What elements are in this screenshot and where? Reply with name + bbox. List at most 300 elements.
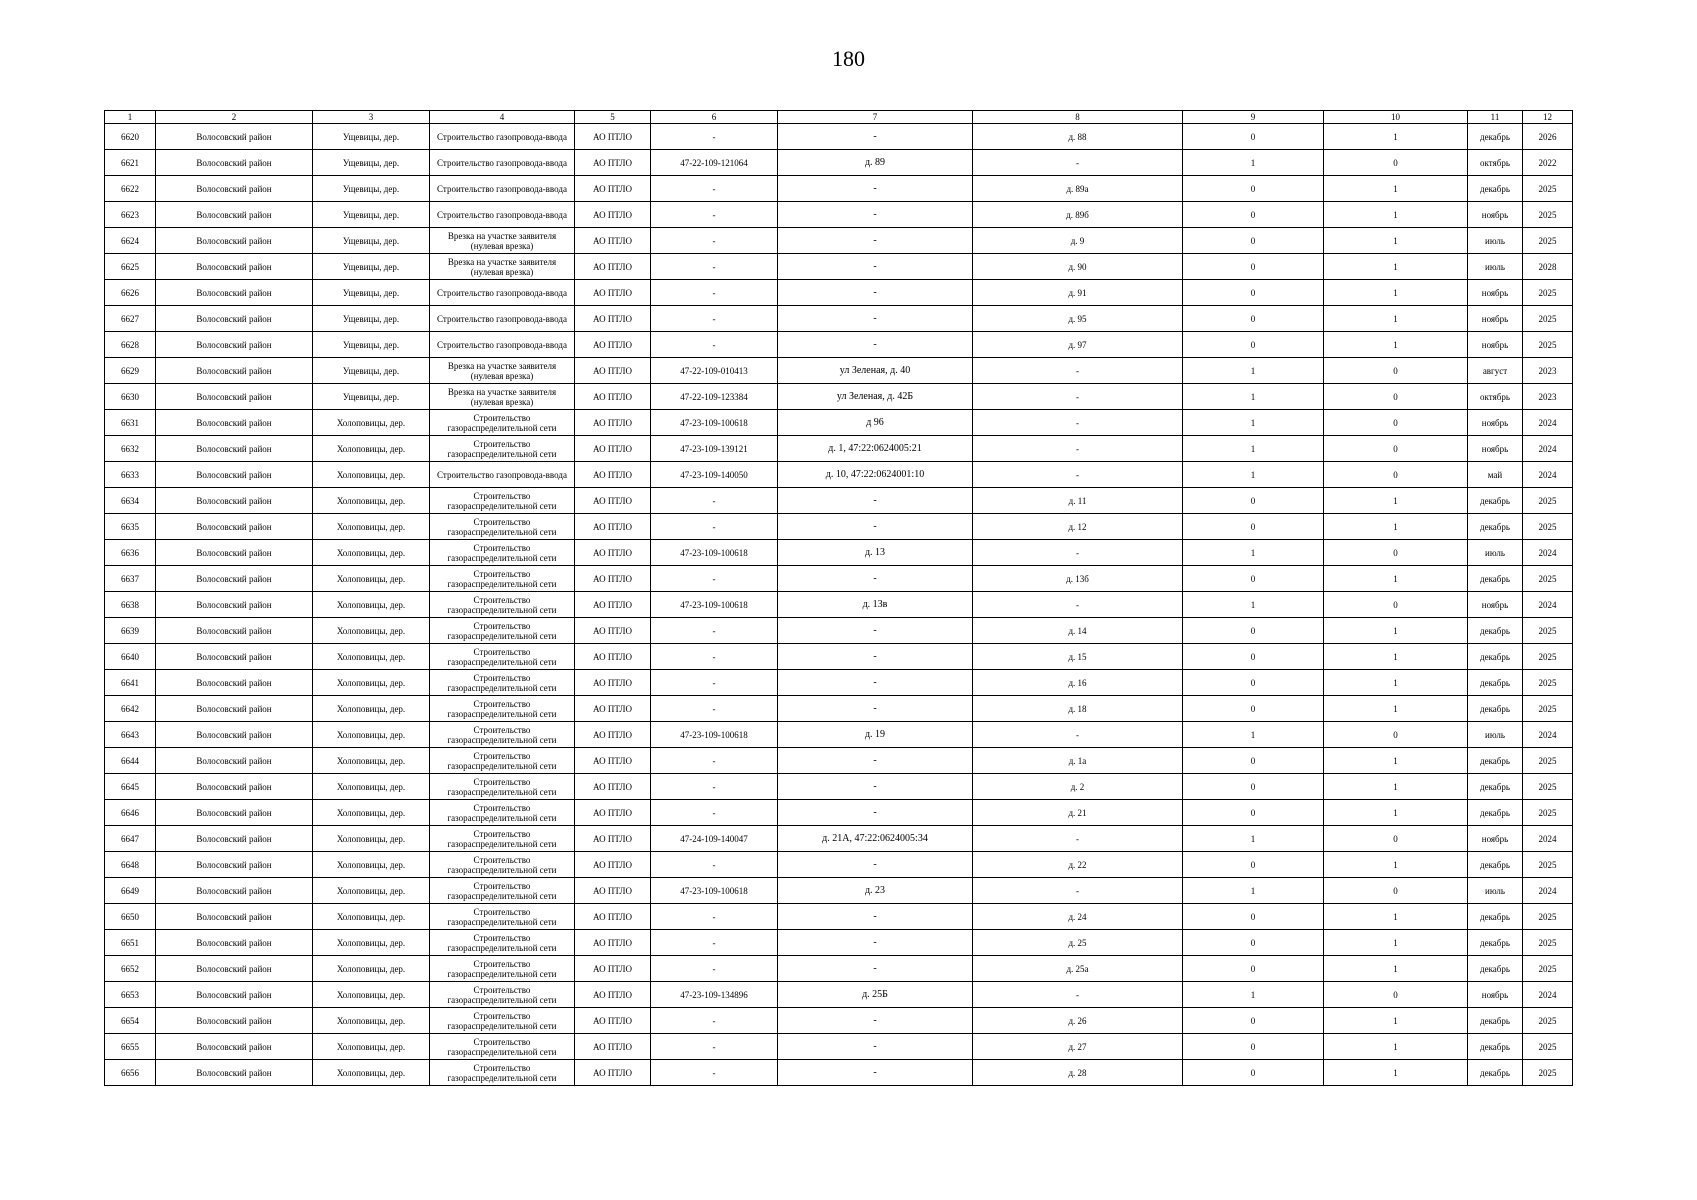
cell-work-type: Строительство газораспределительной сети: [430, 410, 575, 436]
cell-work-type: Строительство газопровода-ввода: [430, 176, 575, 202]
cell-address-a: -: [778, 124, 973, 150]
cell-address-a: ул Зеленая, д. 42Б: [778, 384, 973, 410]
cell-number: 6649: [105, 878, 156, 904]
cell-work-type: Строительство газораспределительной сети: [430, 852, 575, 878]
cell-number: 6633: [105, 462, 156, 488]
table-row: [105, 384, 1573, 410]
cell-application-id: -: [651, 1060, 778, 1086]
cell-value-9: 0: [1183, 280, 1324, 306]
header-row: [105, 111, 1573, 124]
cell-district: Волосовский район: [156, 644, 313, 670]
cell-address-b: -: [973, 826, 1183, 852]
cell-value-9: 0: [1183, 202, 1324, 228]
column-header: 1: [105, 111, 156, 124]
cell-work-type: Строительство газораспределительной сети: [430, 1034, 575, 1060]
cell-work-type: Строительство газораспределительной сети: [430, 540, 575, 566]
cell-year: 2025: [1523, 228, 1573, 254]
cell-year: 2024: [1523, 826, 1573, 852]
cell-district: Волосовский район: [156, 982, 313, 1008]
cell-address-a: -: [778, 774, 973, 800]
cell-number: 6628: [105, 332, 156, 358]
cell-value-9: 0: [1183, 332, 1324, 358]
cell-organization: АО ПТЛО: [575, 852, 651, 878]
cell-district: Волосовский район: [156, 800, 313, 826]
cell-address-a: д. 19: [778, 722, 973, 748]
cell-month: декабрь: [1468, 852, 1523, 878]
cell-year: 2025: [1523, 748, 1573, 774]
cell-value-9: 0: [1183, 644, 1324, 670]
cell-work-type: Строительство газораспределительной сети: [430, 748, 575, 774]
cell-number: 6627: [105, 306, 156, 332]
cell-month: ноябрь: [1468, 982, 1523, 1008]
table-row: [105, 410, 1573, 436]
cell-work-type: Строительство газораспределительной сети: [430, 904, 575, 930]
cell-work-type: Строительство газораспределительной сети: [430, 722, 575, 748]
cell-value-10: 1: [1324, 930, 1468, 956]
cell-year: 2024: [1523, 410, 1573, 436]
cell-district: Волосовский район: [156, 878, 313, 904]
cell-organization: АО ПТЛО: [575, 618, 651, 644]
cell-application-id: -: [651, 488, 778, 514]
cell-application-id: -: [651, 176, 778, 202]
cell-value-10: 0: [1324, 878, 1468, 904]
cell-work-type: Строительство газопровода-ввода: [430, 306, 575, 332]
cell-district: Волосовский район: [156, 1008, 313, 1034]
cell-year: 2025: [1523, 930, 1573, 956]
cell-application-id: -: [651, 852, 778, 878]
cell-organization: АО ПТЛО: [575, 228, 651, 254]
cell-year: 2025: [1523, 800, 1573, 826]
cell-work-type: Строительство газораспределительной сети: [430, 930, 575, 956]
cell-address-b: д. 25: [973, 930, 1183, 956]
cell-address-b: -: [973, 358, 1183, 384]
cell-settlement: Холоповицы, дер.: [313, 800, 430, 826]
cell-address-b: д. 11: [973, 488, 1183, 514]
cell-value-10: 1: [1324, 774, 1468, 800]
cell-organization: АО ПТЛО: [575, 956, 651, 982]
column-header: 11: [1468, 111, 1523, 124]
table-row: [105, 540, 1573, 566]
cell-work-type: Строительство газораспределительной сети: [430, 592, 575, 618]
cell-address-b: -: [973, 592, 1183, 618]
cell-month: ноябрь: [1468, 592, 1523, 618]
cell-district: Волосовский район: [156, 280, 313, 306]
cell-month: декабрь: [1468, 904, 1523, 930]
cell-district: Волосовский район: [156, 852, 313, 878]
table-row: [105, 254, 1573, 280]
cell-organization: АО ПТЛО: [575, 332, 651, 358]
cell-number: 6635: [105, 514, 156, 540]
cell-value-10: 1: [1324, 800, 1468, 826]
table-row: [105, 826, 1573, 852]
cell-address-a: -: [778, 1060, 973, 1086]
cell-month: декабрь: [1468, 670, 1523, 696]
cell-value-9: 1: [1183, 462, 1324, 488]
cell-address-a: -: [778, 930, 973, 956]
cell-value-10: 1: [1324, 254, 1468, 280]
cell-address-a: -: [778, 514, 973, 540]
table-row: [105, 280, 1573, 306]
cell-year: 2025: [1523, 176, 1573, 202]
cell-work-type: Строительство газораспределительной сети: [430, 566, 575, 592]
cell-address-a: д. 13: [778, 540, 973, 566]
cell-value-10: 1: [1324, 670, 1468, 696]
cell-application-id: 47-23-109-140050: [651, 462, 778, 488]
cell-application-id: -: [651, 930, 778, 956]
cell-value-10: 0: [1324, 826, 1468, 852]
cell-settlement: Холоповицы, дер.: [313, 852, 430, 878]
cell-year: 2024: [1523, 722, 1573, 748]
column-header: 3: [313, 111, 430, 124]
table-row: [105, 774, 1573, 800]
cell-work-type: Строительство газораспределительной сети: [430, 696, 575, 722]
cell-value-9: 0: [1183, 566, 1324, 592]
cell-district: Волосовский район: [156, 826, 313, 852]
cell-address-a: д. 21А, 47:22:0624005:34: [778, 826, 973, 852]
cell-organization: АО ПТЛО: [575, 410, 651, 436]
cell-address-a: д. 1, 47:22:0624005:21: [778, 436, 973, 462]
column-header: 12: [1523, 111, 1573, 124]
cell-organization: АО ПТЛО: [575, 826, 651, 852]
cell-year: 2025: [1523, 514, 1573, 540]
cell-value-10: 1: [1324, 904, 1468, 930]
cell-number: 6622: [105, 176, 156, 202]
cell-application-id: -: [651, 514, 778, 540]
column-header: 8: [973, 111, 1183, 124]
cell-number: 6625: [105, 254, 156, 280]
cell-number: 6656: [105, 1060, 156, 1086]
cell-month: май: [1468, 462, 1523, 488]
cell-settlement: Ущевицы, дер.: [313, 124, 430, 150]
cell-settlement: Холоповицы, дер.: [313, 592, 430, 618]
table-body: [105, 124, 1573, 1086]
cell-work-type: Строительство газопровода-ввода: [430, 124, 575, 150]
table-row: [105, 1060, 1573, 1086]
cell-address-b: д. 91: [973, 280, 1183, 306]
table-row: [105, 228, 1573, 254]
cell-work-type: Строительство газораспределительной сети: [430, 644, 575, 670]
cell-application-id: 47-22-109-121064: [651, 150, 778, 176]
cell-value-9: 0: [1183, 696, 1324, 722]
table-row: [105, 566, 1573, 592]
cell-application-id: -: [651, 332, 778, 358]
cell-value-9: 0: [1183, 670, 1324, 696]
cell-month: декабрь: [1468, 618, 1523, 644]
cell-address-b: д. 2: [973, 774, 1183, 800]
cell-address-a: д. 25Б: [778, 982, 973, 1008]
cell-month: ноябрь: [1468, 410, 1523, 436]
cell-organization: АО ПТЛО: [575, 514, 651, 540]
cell-address-a: -: [778, 852, 973, 878]
cell-year: 2025: [1523, 1060, 1573, 1086]
cell-number: 6645: [105, 774, 156, 800]
cell-address-a: -: [778, 280, 973, 306]
table-row: [105, 852, 1573, 878]
cell-number: 6655: [105, 1034, 156, 1060]
cell-application-id: -: [651, 254, 778, 280]
cell-value-10: 1: [1324, 332, 1468, 358]
cell-organization: АО ПТЛО: [575, 722, 651, 748]
cell-address-b: д. 1а: [973, 748, 1183, 774]
cell-value-9: 0: [1183, 618, 1324, 644]
cell-address-a: -: [778, 748, 973, 774]
cell-address-a: -: [778, 644, 973, 670]
cell-organization: АО ПТЛО: [575, 124, 651, 150]
cell-month: ноябрь: [1468, 280, 1523, 306]
data-table: [104, 110, 1573, 1086]
cell-organization: АО ПТЛО: [575, 592, 651, 618]
cell-work-type: Строительство газораспределительной сети: [430, 826, 575, 852]
cell-value-9: 0: [1183, 176, 1324, 202]
cell-address-b: д. 9: [973, 228, 1183, 254]
cell-year: 2024: [1523, 982, 1573, 1008]
column-header: 2: [156, 111, 313, 124]
cell-application-id: -: [651, 670, 778, 696]
cell-value-10: 0: [1324, 592, 1468, 618]
table-row: [105, 670, 1573, 696]
cell-work-type: Строительство газораспределительной сети: [430, 670, 575, 696]
cell-address-a: -: [778, 618, 973, 644]
cell-work-type: Строительство газопровода-ввода: [430, 280, 575, 306]
cell-district: Волосовский район: [156, 462, 313, 488]
cell-address-b: д. 90: [973, 254, 1183, 280]
cell-settlement: Холоповицы, дер.: [313, 878, 430, 904]
cell-month: ноябрь: [1468, 332, 1523, 358]
table-row: [105, 878, 1573, 904]
cell-address-b: д. 12: [973, 514, 1183, 540]
cell-address-a: -: [778, 202, 973, 228]
cell-value-10: 1: [1324, 852, 1468, 878]
cell-value-10: 1: [1324, 280, 1468, 306]
cell-work-type: Врезка на участке заявителя (нулевая врезка): [430, 358, 575, 384]
cell-organization: АО ПТЛО: [575, 904, 651, 930]
cell-work-type: Строительство газораспределительной сети: [430, 800, 575, 826]
cell-district: Волосовский район: [156, 592, 313, 618]
cell-number: 6646: [105, 800, 156, 826]
cell-address-a: -: [778, 696, 973, 722]
cell-settlement: Холоповицы, дер.: [313, 436, 430, 462]
cell-month: ноябрь: [1468, 436, 1523, 462]
cell-settlement: Холоповицы, дер.: [313, 904, 430, 930]
cell-value-10: 1: [1324, 228, 1468, 254]
cell-month: декабрь: [1468, 566, 1523, 592]
cell-district: Волосовский район: [156, 410, 313, 436]
cell-application-id: -: [651, 202, 778, 228]
cell-organization: АО ПТЛО: [575, 436, 651, 462]
cell-address-a: д. 23: [778, 878, 973, 904]
cell-district: Волосовский район: [156, 722, 313, 748]
cell-number: 6640: [105, 644, 156, 670]
cell-value-10: 1: [1324, 124, 1468, 150]
cell-settlement: Ущевицы, дер.: [313, 228, 430, 254]
cell-address-b: д. 27: [973, 1034, 1183, 1060]
table-row: [105, 488, 1573, 514]
cell-year: 2024: [1523, 540, 1573, 566]
table-row: [105, 982, 1573, 1008]
cell-district: Волосовский район: [156, 618, 313, 644]
cell-district: Волосовский район: [156, 540, 313, 566]
cell-district: Волосовский район: [156, 358, 313, 384]
cell-month: октябрь: [1468, 150, 1523, 176]
cell-value-10: 1: [1324, 1034, 1468, 1060]
cell-district: Волосовский район: [156, 176, 313, 202]
cell-address-b: д. 14: [973, 618, 1183, 644]
cell-organization: АО ПТЛО: [575, 488, 651, 514]
cell-month: ноябрь: [1468, 202, 1523, 228]
cell-value-9: 0: [1183, 254, 1324, 280]
cell-organization: АО ПТЛО: [575, 280, 651, 306]
cell-value-9: 0: [1183, 774, 1324, 800]
cell-value-10: 0: [1324, 436, 1468, 462]
cell-value-9: 0: [1183, 800, 1324, 826]
cell-organization: АО ПТЛО: [575, 540, 651, 566]
table-row: [105, 202, 1573, 228]
cell-organization: АО ПТЛО: [575, 462, 651, 488]
column-header: 9: [1183, 111, 1324, 124]
cell-address-a: -: [778, 228, 973, 254]
cell-month: декабрь: [1468, 176, 1523, 202]
cell-number: 6654: [105, 1008, 156, 1034]
cell-district: Волосовский район: [156, 436, 313, 462]
cell-address-a: -: [778, 176, 973, 202]
cell-application-id: -: [651, 956, 778, 982]
cell-year: 2028: [1523, 254, 1573, 280]
cell-value-10: 1: [1324, 176, 1468, 202]
cell-number: 6620: [105, 124, 156, 150]
cell-month: декабрь: [1468, 644, 1523, 670]
cell-organization: АО ПТЛО: [575, 644, 651, 670]
cell-value-9: 1: [1183, 358, 1324, 384]
table-row: [105, 930, 1573, 956]
cell-month: июль: [1468, 878, 1523, 904]
cell-value-9: 0: [1183, 1034, 1324, 1060]
page-number: 180: [832, 46, 865, 71]
table-row: [105, 176, 1573, 202]
cell-settlement: Холоповицы, дер.: [313, 722, 430, 748]
table-row: [105, 306, 1573, 332]
cell-district: Волосовский район: [156, 150, 313, 176]
cell-number: 6632: [105, 436, 156, 462]
cell-value-10: 0: [1324, 410, 1468, 436]
cell-settlement: Холоповицы, дер.: [313, 956, 430, 982]
cell-value-9: 0: [1183, 956, 1324, 982]
cell-application-id: 47-23-109-100618: [651, 540, 778, 566]
cell-application-id: 47-22-109-010413: [651, 358, 778, 384]
cell-organization: АО ПТЛО: [575, 1034, 651, 1060]
cell-application-id: -: [651, 124, 778, 150]
cell-district: Волосовский район: [156, 774, 313, 800]
cell-value-9: 0: [1183, 904, 1324, 930]
cell-application-id: -: [651, 618, 778, 644]
cell-year: 2025: [1523, 566, 1573, 592]
cell-organization: АО ПТЛО: [575, 254, 651, 280]
cell-application-id: 47-22-109-123384: [651, 384, 778, 410]
table-row: [105, 904, 1573, 930]
cell-address-b: -: [973, 982, 1183, 1008]
cell-district: Волосовский район: [156, 1034, 313, 1060]
cell-organization: АО ПТЛО: [575, 1060, 651, 1086]
table-row: [105, 1034, 1573, 1060]
cell-address-a: -: [778, 488, 973, 514]
cell-settlement: Ущевицы, дер.: [313, 332, 430, 358]
cell-number: 6652: [105, 956, 156, 982]
cell-month: декабрь: [1468, 124, 1523, 150]
column-header: 7: [778, 111, 973, 124]
cell-value-9: 0: [1183, 124, 1324, 150]
cell-organization: АО ПТЛО: [575, 774, 651, 800]
cell-number: 6651: [105, 930, 156, 956]
cell-district: Волосовский район: [156, 202, 313, 228]
cell-value-10: 0: [1324, 982, 1468, 1008]
cell-value-9: 1: [1183, 436, 1324, 462]
cell-address-b: д. 28: [973, 1060, 1183, 1086]
table-row: [105, 124, 1573, 150]
cell-settlement: Ущевицы, дер.: [313, 176, 430, 202]
cell-number: 6621: [105, 150, 156, 176]
cell-value-10: 1: [1324, 956, 1468, 982]
cell-value-10: 1: [1324, 306, 1468, 332]
cell-year: 2022: [1523, 150, 1573, 176]
cell-number: 6641: [105, 670, 156, 696]
cell-month: июль: [1468, 540, 1523, 566]
cell-value-9: 0: [1183, 748, 1324, 774]
cell-value-9: 0: [1183, 228, 1324, 254]
cell-address-b: -: [973, 540, 1183, 566]
cell-work-type: Строительство газопровода-ввода: [430, 202, 575, 228]
cell-month: ноябрь: [1468, 826, 1523, 852]
cell-address-b: д. 95: [973, 306, 1183, 332]
cell-address-b: д. 88: [973, 124, 1183, 150]
cell-settlement: Холоповицы, дер.: [313, 826, 430, 852]
cell-month: декабрь: [1468, 1060, 1523, 1086]
cell-organization: АО ПТЛО: [575, 202, 651, 228]
cell-number: 6624: [105, 228, 156, 254]
cell-value-10: 1: [1324, 618, 1468, 644]
cell-district: Волосовский район: [156, 1060, 313, 1086]
cell-month: декабрь: [1468, 748, 1523, 774]
cell-organization: АО ПТЛО: [575, 150, 651, 176]
cell-address-a: -: [778, 1034, 973, 1060]
cell-value-10: 1: [1324, 748, 1468, 774]
cell-address-a: -: [778, 332, 973, 358]
cell-address-a: д. 10, 47:22:0624001:10: [778, 462, 973, 488]
cell-value-9: 1: [1183, 410, 1324, 436]
table-row: [105, 150, 1573, 176]
cell-work-type: Врезка на участке заявителя (нулевая врезка): [430, 254, 575, 280]
table-row: [105, 618, 1573, 644]
cell-settlement: Ущевицы, дер.: [313, 306, 430, 332]
cell-organization: АО ПТЛО: [575, 982, 651, 1008]
cell-value-9: 0: [1183, 488, 1324, 514]
cell-work-type: Строительство газораспределительной сети: [430, 1060, 575, 1086]
cell-application-id: -: [651, 774, 778, 800]
cell-value-9: 1: [1183, 982, 1324, 1008]
table-row: [105, 696, 1573, 722]
cell-number: 6643: [105, 722, 156, 748]
cell-number: 6639: [105, 618, 156, 644]
cell-application-id: 47-23-109-100618: [651, 592, 778, 618]
cell-address-b: -: [973, 150, 1183, 176]
cell-organization: АО ПТЛО: [575, 670, 651, 696]
cell-address-a: -: [778, 306, 973, 332]
cell-settlement: Ущевицы, дер.: [313, 358, 430, 384]
cell-year: 2025: [1523, 696, 1573, 722]
column-header: 4: [430, 111, 575, 124]
cell-value-10: 0: [1324, 722, 1468, 748]
cell-value-10: 0: [1324, 358, 1468, 384]
cell-value-10: 1: [1324, 202, 1468, 228]
cell-month: июль: [1468, 722, 1523, 748]
